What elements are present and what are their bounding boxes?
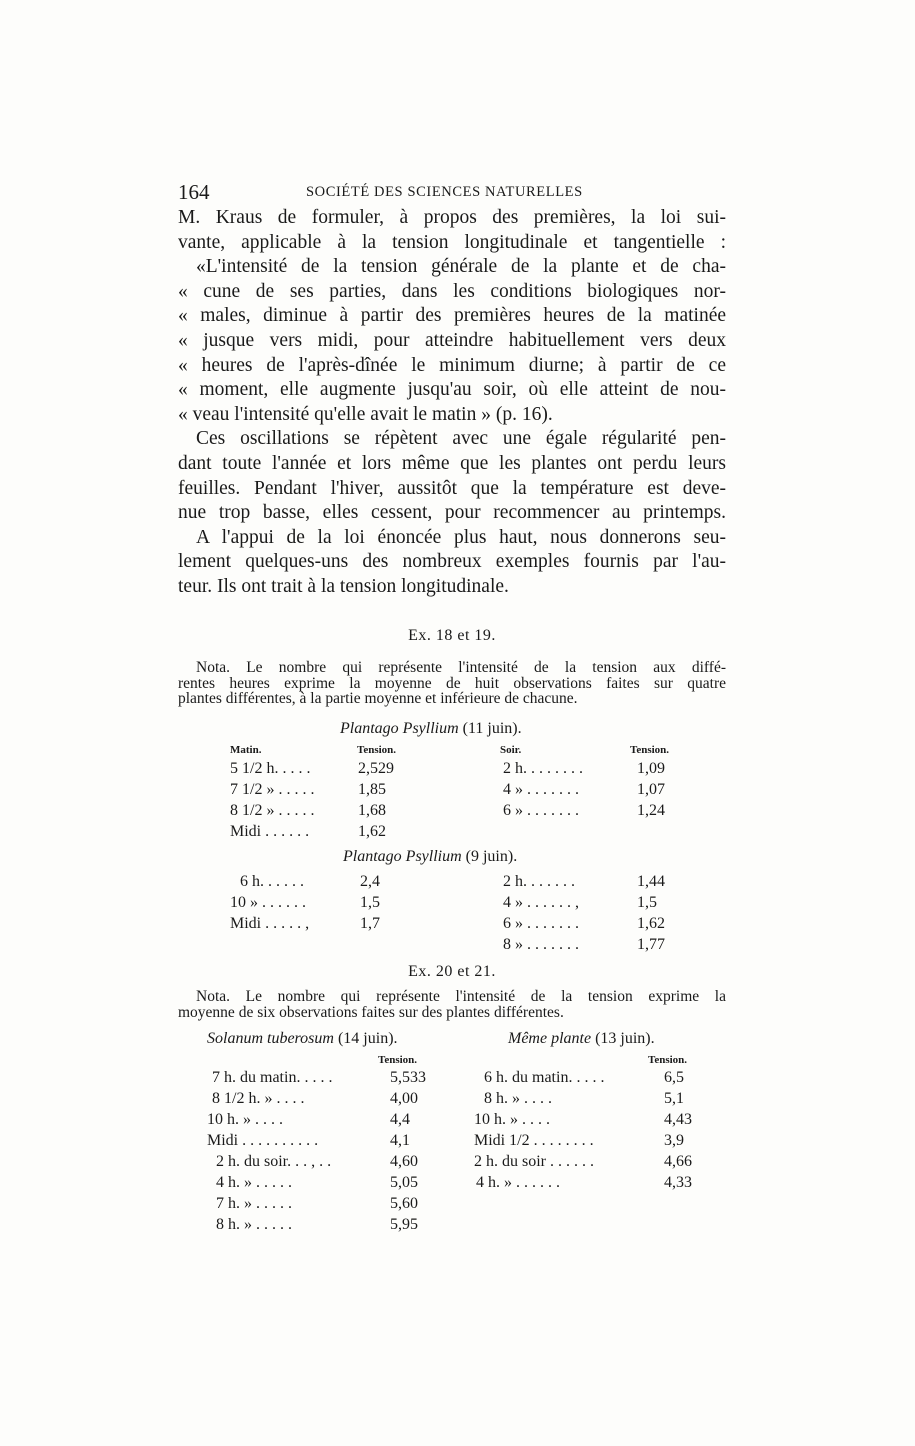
time-cell: 7 h. du matin. . . . . [212,1069,333,1086]
date-label: (13 juin). [595,1030,655,1047]
time-cell: 8 h. » . . . . [484,1090,552,1107]
value-cell: 1,24 [637,802,665,819]
value-cell: 1,62 [358,823,386,840]
value-cell: 1,44 [637,873,665,890]
value-cell: 4,33 [664,1174,692,1191]
column-header-tension: Tension. [357,744,397,756]
text-line: dant toute l'année et lors même que les plantes ont perdu leurs [178,452,726,474]
value-cell: 4,1 [390,1132,410,1149]
text-line: nue trop basse, elles cessent, pour recommencer au printemps. [178,502,726,524]
value-cell: 1,85 [358,781,386,798]
value-cell: 2,529 [358,760,394,777]
time-cell: 10 » . . . . . . [230,894,306,911]
time-cell: 4 » . . . . . . , [503,894,579,911]
time-cell: 5 1/2 h. . . . . [230,760,311,777]
value-cell: 4,00 [390,1090,418,1107]
text-line: A l'appui de la loi énoncée plus haut, nous donnerons seu- [196,526,726,548]
page-number: 164 [178,180,210,204]
species-name: Plantago Psyllium [340,720,459,737]
body-paragraphs [178,206,726,600]
table-title [343,848,517,866]
time-cell: 6 » . . . . . . . [503,802,579,819]
time-cell: 7 h. » . . . . . [216,1195,292,1212]
time-cell: 6 h. du matin. . . . . [484,1069,605,1086]
time-cell: 7 1/2 » . . . . . [230,781,315,798]
time-cell: 6 » . . . . . . . [503,915,579,932]
text-line: feuilles. Pendant l'hiver, aussitôt que la température est deve- [178,477,726,499]
value-cell: 4,4 [390,1111,410,1128]
species-name: Plantago Psyllium [343,848,462,865]
table-title [340,720,522,738]
text-line: « moment, elle augmente jusqu'au soir, où elle atteint de nou- [178,379,726,401]
value-cell: 6,5 [664,1069,684,1086]
text-line: Ces oscillations se répètent avec une égale régularité pen- [196,428,726,450]
time-cell: 8 1/2 » . . . . . [230,802,315,819]
date-label: (9 juin). [465,848,518,865]
nota-line: Nota. Le nombre qui représente l'intensité de la tension exprime la [196,988,726,1005]
time-cell: Midi 1/2 . . . . . . . . [474,1132,594,1149]
example-title: Ex. 20 et 21. [408,963,496,980]
text-line: vante, applicable à la tension longitudinale et tangentielle : [178,231,726,253]
value-cell: 1,7 [360,915,380,932]
value-cell: 4,66 [664,1153,692,1170]
table-title [508,1030,655,1048]
nota-line: rentes heures exprime la moyenne de huit observations faites sur quatre [178,674,726,692]
text-line: « cune de ses parties, dans les conditions biologiques nor- [178,280,726,302]
value-cell: 5,1 [664,1090,684,1107]
page-header [178,180,723,206]
text-line: lement quelques-uns des nombreux exemples fournis par l'au- [178,551,726,573]
nota-line: moyenne de six observations faites sur des plantes différentes. [178,1003,564,1021]
value-cell: 1,07 [637,781,665,798]
time-cell: 4 » . . . . . . . [503,781,579,798]
nota-line: plantes différentes, à la partie moyenne et inférieure de chacune. [178,690,578,707]
time-cell: Midi . . . . . , [230,915,310,932]
text-line: teur. Ils ont trait à la tension longitudinale. [178,575,509,597]
nota-line: Nota. Le nombre qui représente l'intensité de la tension aux diffé- [196,659,726,676]
value-cell: 5,95 [390,1216,418,1233]
text-line: M. Kraus de formuler, à propos des premières, la loi sui- [178,207,726,228]
value-cell: 1,09 [637,760,665,777]
value-cell: 1,5 [360,894,380,911]
value-cell: 1,77 [637,936,665,953]
column-header-tension: Tension. [630,744,670,756]
time-cell: 2 h. du soir . . . . . . [474,1153,594,1170]
time-cell: 2 h. . . . . . . . [503,760,583,777]
time-cell: 10 h. » . . . . [207,1111,283,1128]
time-cell: 2 h. du soir. . . , . . [216,1153,332,1170]
time-cell: 8 h. » . . . . . [216,1216,292,1233]
value-cell: 1,68 [358,802,386,819]
value-cell: 3,9 [664,1132,684,1149]
time-cell: 8 1/2 h. » . . . . [212,1090,305,1107]
value-cell: 1,62 [637,915,665,932]
time-cell: 10 h. » . . . . [474,1111,550,1128]
running-head: SOCIÉTÉ DES SCIENCES NATURELLES [306,184,583,200]
text-line: « jusque vers midi, pour atteindre habituellement vers deux [178,329,726,351]
value-cell: 4,43 [664,1111,692,1128]
time-cell: 6 h. . . . . . [240,873,304,890]
value-cell: 5,60 [390,1195,418,1212]
column-header-matin: Matin. [230,744,262,756]
column-header-tension: Tension. [378,1054,418,1066]
time-cell: Midi . . . . . . [230,823,310,840]
table-title [207,1030,398,1048]
value-cell: 5,533 [390,1069,426,1086]
column-header-soir: Soir. [500,744,522,756]
time-cell: 4 h. » . . . . . . [476,1174,560,1191]
value-cell: 2,4 [360,873,380,890]
text-line: «L'intensité de la tension générale de la plante et de cha- [196,256,726,278]
nota-block [178,989,726,1020]
species-name: Solanum tuberosum [207,1030,334,1047]
text-line: « veau l'intensité qu'elle avait le matin » (p. 16). [178,403,553,425]
time-cell: 4 h. » . . . . . [216,1174,292,1191]
text-line: « males, diminue à partir des premières heures de la matinée [178,305,726,327]
text-line: « heures de l'après-dînée le minimum diurne; à partir de ce [178,354,726,376]
date-label: (11 juin). [462,720,522,737]
value-cell: 1,5 [637,894,657,911]
value-cell: 5,05 [390,1174,418,1191]
nota-block [178,660,726,707]
time-cell: 8 » . . . . . . . [503,936,579,953]
value-cell: 4,60 [390,1153,418,1170]
column-header-tension: Tension. [648,1054,688,1066]
date-label: (14 juin). [337,1030,398,1047]
time-cell: 2 h. . . . . . . [503,873,575,890]
example-title: Ex. 18 et 19. [408,627,496,644]
species-name: Même plante [508,1030,592,1047]
time-cell: Midi . . . . . . . . . . [207,1132,319,1149]
